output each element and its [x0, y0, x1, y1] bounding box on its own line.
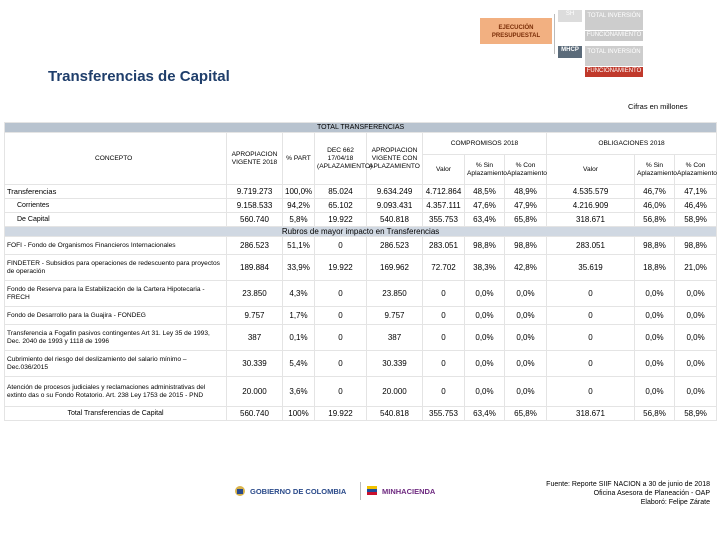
cell-aprop-aplaz: 23.850	[367, 281, 423, 307]
row-concepto: Total Transferencias de Capital	[5, 407, 227, 421]
header-obligaciones: OBLIGACIONES 2018	[547, 133, 717, 155]
cell-dec: 19.922	[315, 255, 367, 281]
cell-aprop-aplaz: 9.634.249	[367, 185, 423, 199]
cell-comp-valor: 0	[423, 281, 465, 307]
gobierno-logo-text: GOBIERNO DE COLOMBIA	[250, 486, 347, 496]
cell-aprop-aplaz: 387	[367, 325, 423, 351]
cell-ob-sin: 46,7%	[635, 185, 675, 199]
cell-ob-sin: 18,8%	[635, 255, 675, 281]
cell-apropiacion: 560.740	[227, 213, 283, 227]
gobierno-logo	[234, 484, 354, 498]
cell-apropiacion: 23.850	[227, 281, 283, 307]
header-part: % PART	[283, 133, 315, 185]
cell-comp-con: 0,0%	[505, 377, 547, 407]
cell-comp-sin: 38,3%	[465, 255, 505, 281]
row-concepto: Fondo de Desarrollo para la Guajira - FONDEG	[5, 307, 227, 325]
cell-comp-valor: 0	[423, 377, 465, 407]
row-concepto: Corrientes	[5, 199, 227, 213]
cell-ob-con: 0,0%	[675, 351, 717, 377]
cell-comp-con: 0,0%	[505, 281, 547, 307]
cell-aprop-aplaz: 169.962	[367, 255, 423, 281]
cell-aprop-aplaz: 540.818	[367, 407, 423, 421]
cell-comp-con: 0,0%	[505, 325, 547, 351]
cell-aprop-aplaz: 9.757	[367, 307, 423, 325]
cell-part: 1,7%	[283, 307, 315, 325]
table-row	[5, 351, 717, 377]
cell-comp-sin: 0,0%	[465, 307, 505, 325]
cell-comp-con: 42,8%	[505, 255, 547, 281]
cell-ob-con: 47,1%	[675, 185, 717, 199]
cell-dec: 0	[315, 237, 367, 255]
cell-comp-valor: 283.051	[423, 237, 465, 255]
row-concepto: Fondo de Reserva para la Estabilización de la Cartera Hipotecaria - FRECH	[5, 281, 227, 307]
cell-ob-con: 46,4%	[675, 199, 717, 213]
row-concepto: Atención de procesos judiciales y reclamaciones administrativas del extinto das o su Fondo Rotatorio. Art. 238 Ley 1753 de 2015 - PND	[5, 377, 227, 407]
row-concepto: Cubrimiento del riesgo del deslizamiento del salario mínimo – Dec.036/2015	[5, 351, 227, 377]
cell-ob-valor: 0	[547, 351, 635, 377]
cell-apropiacion: 9.757	[227, 307, 283, 325]
cell-comp-sin: 0,0%	[465, 377, 505, 407]
ministerio-logo-text: MINHACIENDA	[382, 486, 436, 496]
table-row	[5, 325, 717, 351]
cell-apropiacion: 387	[227, 325, 283, 351]
header-comp-con-aplazamiento: % Con Aplazamiento	[505, 155, 547, 185]
cell-comp-valor: 355.753	[423, 407, 465, 421]
cell-ob-sin: 0,0%	[635, 325, 675, 351]
cell-comp-con: 0,0%	[505, 307, 547, 325]
row-concepto: Transferencia a Fogafin pasivos contingentes Art 31. Ley 35 de 1993, Dec. 2040 de 1993 y 1118 de 1996	[5, 325, 227, 351]
section-heading: Rubros de mayor impacto en Transferencias	[5, 227, 717, 237]
office-line: Oficina Asesora de Planeación - OAP	[593, 490, 710, 497]
cell-comp-valor: 4.357.111	[423, 199, 465, 213]
author-line: Elaboró: Felipe Zárate	[640, 499, 710, 506]
mhcp-button[interactable]: MHCP	[558, 46, 582, 58]
table-row	[5, 307, 717, 325]
cell-ob-sin: 0,0%	[635, 351, 675, 377]
cell-part: 5,4%	[283, 351, 315, 377]
row-concepto: FINDETER - Subsidios para operaciones de redescuento para proyectos de operación	[5, 255, 227, 281]
cell-ob-valor: 0	[547, 325, 635, 351]
cell-ob-sin: 0,0%	[635, 307, 675, 325]
mhcp-total-inversion-button[interactable]: TOTAL INVERSIÓN	[585, 46, 643, 66]
cell-comp-sin: 63,4%	[465, 407, 505, 421]
logo-divider	[360, 482, 361, 500]
table-row	[5, 199, 717, 213]
cell-comp-sin: 0,0%	[465, 351, 505, 377]
ministerio-logo	[366, 484, 466, 498]
cell-ob-sin: 56,8%	[635, 407, 675, 421]
sh-funcionamiento-button[interactable]: FUNCIONAMIENTO	[585, 31, 643, 41]
cell-comp-sin: 47,6%	[465, 199, 505, 213]
cell-part: 100,0%	[283, 185, 315, 199]
cell-ob-valor: 318.671	[547, 213, 635, 227]
cell-apropiacion: 30.339	[227, 351, 283, 377]
cell-comp-con: 65,8%	[505, 407, 547, 421]
cell-ob-sin: 0,0%	[635, 281, 675, 307]
cell-comp-sin: 0,0%	[465, 325, 505, 351]
cell-part: 5,8%	[283, 213, 315, 227]
cell-ob-con: 98,8%	[675, 237, 717, 255]
cell-comp-con: 98,8%	[505, 237, 547, 255]
cell-apropiacion: 20.000	[227, 377, 283, 407]
cell-comp-con: 47,9%	[505, 199, 547, 213]
cell-comp-sin: 0,0%	[465, 281, 505, 307]
cell-ob-valor: 0	[547, 377, 635, 407]
minhacienda-icon	[366, 485, 378, 497]
cell-comp-valor: 0	[423, 325, 465, 351]
cell-part: 33,9%	[283, 255, 315, 281]
cell-ob-valor: 283.051	[547, 237, 635, 255]
cell-dec: 85.024	[315, 185, 367, 199]
cell-comp-con: 48,9%	[505, 185, 547, 199]
header-comp-sin-aplazamiento: % Sin Aplazamiento	[465, 155, 505, 185]
sh-total-inversion-button[interactable]: TOTAL INVERSIÓN	[585, 10, 643, 30]
cell-part: 51,1%	[283, 237, 315, 255]
table-row	[5, 185, 717, 199]
header-ob-sin-aplazamiento: % Sin Aplazamiento	[635, 155, 675, 185]
cell-ob-con: 0,0%	[675, 281, 717, 307]
table-title: TOTAL TRANSFERENCIAS	[5, 123, 717, 133]
page-title: Transferencias de Capital	[48, 68, 230, 85]
units-note: Cifras en millones	[628, 102, 688, 111]
cell-apropiacion: 560.740	[227, 407, 283, 421]
header-apropiacion-con-aplazamiento: APROPIACION VIGENTE CON APLAZAMIENTO	[367, 133, 423, 185]
cell-dec: 19.922	[315, 213, 367, 227]
header-ob-valor: Valor	[547, 155, 635, 185]
cell-dec: 0	[315, 351, 367, 377]
cell-comp-valor: 4.712.864	[423, 185, 465, 199]
cell-aprop-aplaz: 20.000	[367, 377, 423, 407]
cell-ob-con: 21,0%	[675, 255, 717, 281]
cell-part: 0,1%	[283, 325, 315, 351]
source-line: Fuente: Reporte SIIF NACION a 30 de junio de 2018	[546, 481, 710, 488]
ejecucion-presupuestal-button[interactable]: EJECUCIÓN PRESUPUESTAL	[480, 18, 552, 44]
cell-ob-con: 58,9%	[675, 407, 717, 421]
row-concepto: FOFI - Fondo de Organismos Financieros Internacionales	[5, 237, 227, 255]
cell-ob-con: 0,0%	[675, 307, 717, 325]
source-note	[480, 480, 710, 507]
cell-comp-valor: 72.702	[423, 255, 465, 281]
table-row	[5, 377, 717, 407]
table-row	[5, 255, 717, 281]
cell-dec: 0	[315, 281, 367, 307]
cell-dec: 19.922	[315, 407, 367, 421]
table-row	[5, 237, 717, 255]
cell-ob-sin: 56,8%	[635, 213, 675, 227]
transferencias-table	[4, 122, 717, 421]
cell-comp-sin: 98,8%	[465, 237, 505, 255]
cell-part: 94,2%	[283, 199, 315, 213]
table-row	[5, 213, 717, 227]
cell-part: 4,3%	[283, 281, 315, 307]
cell-ob-valor: 35.619	[547, 255, 635, 281]
cell-ob-valor: 4.535.579	[547, 185, 635, 199]
cell-part: 3,6%	[283, 377, 315, 407]
cell-aprop-aplaz: 286.523	[367, 237, 423, 255]
cell-apropiacion: 9.719.273	[227, 185, 283, 199]
cell-ob-valor: 318.671	[547, 407, 635, 421]
cell-comp-valor: 0	[423, 351, 465, 377]
nav-connector	[554, 14, 555, 54]
mhcp-funcionamiento-button[interactable]: FUNCIONAMIENTO	[585, 67, 643, 77]
cell-ob-con: 58,9%	[675, 213, 717, 227]
cell-ob-con: 0,0%	[675, 377, 717, 407]
header-dec-aplazamiento: DEC 662 17/04/18 (APLAZAMIENTO)	[315, 133, 367, 185]
header-concepto: CONCEPTO	[5, 133, 227, 185]
cell-aprop-aplaz: 540.818	[367, 213, 423, 227]
cell-dec: 65.102	[315, 199, 367, 213]
sh-button[interactable]: SH	[558, 10, 582, 22]
header-apropiacion-vigente: APROPIACION VIGENTE 2018	[227, 133, 283, 185]
cell-comp-con: 65,8%	[505, 213, 547, 227]
cell-dec: 0	[315, 325, 367, 351]
cell-comp-valor: 0	[423, 307, 465, 325]
header-compromisos: COMPROMISOS 2018	[423, 133, 547, 155]
table-row	[5, 281, 717, 307]
coat-of-arms-icon	[234, 485, 246, 497]
total-row	[5, 407, 717, 421]
cell-apropiacion: 286.523	[227, 237, 283, 255]
cell-ob-valor: 0	[547, 281, 635, 307]
cell-ob-con: 0,0%	[675, 325, 717, 351]
cell-comp-valor: 355.753	[423, 213, 465, 227]
cell-ob-sin: 98,8%	[635, 237, 675, 255]
cell-aprop-aplaz: 30.339	[367, 351, 423, 377]
cell-apropiacion: 9.158.533	[227, 199, 283, 213]
header-ob-con-aplazamiento: % Con Aplazamiento	[675, 155, 717, 185]
cell-apropiacion: 189.884	[227, 255, 283, 281]
cell-ob-valor: 0	[547, 307, 635, 325]
header-comp-valor: Valor	[423, 155, 465, 185]
cell-part: 100%	[283, 407, 315, 421]
cell-dec: 0	[315, 307, 367, 325]
cell-ob-sin: 0,0%	[635, 377, 675, 407]
row-concepto: Transferencias	[5, 185, 227, 199]
cell-aprop-aplaz: 9.093.431	[367, 199, 423, 213]
cell-ob-sin: 46,0%	[635, 199, 675, 213]
cell-comp-sin: 48,5%	[465, 185, 505, 199]
cell-comp-sin: 63,4%	[465, 213, 505, 227]
cell-ob-valor: 4.216.909	[547, 199, 635, 213]
cell-comp-con: 0,0%	[505, 351, 547, 377]
cell-dec: 0	[315, 377, 367, 407]
row-concepto: De Capital	[5, 213, 227, 227]
